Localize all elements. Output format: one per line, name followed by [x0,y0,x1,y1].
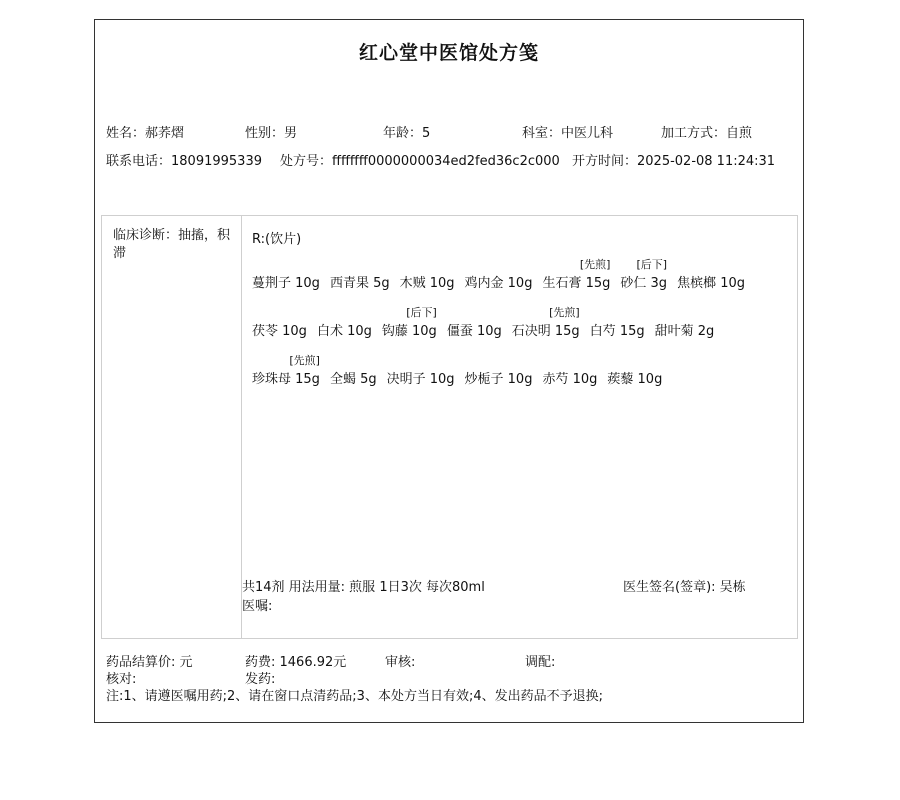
herb-item [330,256,390,291]
herb-line [252,304,724,346]
herb-item [252,352,320,387]
herb-text: 珍珠母 15g [252,372,320,387]
herb-line [252,256,755,298]
herb-item [465,352,533,387]
patient-gender: 性别：男 [245,126,298,141]
herb-text: 茯苓 10g [252,324,307,339]
herb-item [382,304,437,339]
herb-text: 蔓荆子 10g [252,276,320,291]
herb-text: 全蝎 5g [329,372,377,387]
herb-item [655,304,715,339]
herb-text: 焦槟榔 10g [677,276,745,291]
dispense-mix: 调配: [525,655,556,670]
herb-item [677,256,745,291]
prescription-time: 开方时间：2025-02-08 11:24:31 [572,154,776,169]
herb-item [542,352,597,387]
herb-text: 决明子 10g [386,372,455,387]
herb-note: [后下] [636,258,668,271]
herb-text: 西青果 5g [329,276,390,291]
herb-text: 木贼 10g [399,276,455,291]
department: 科室：中医儿科 [522,126,614,141]
herb-text: 鸡内金 10g [464,276,533,291]
herb-item [607,352,662,387]
review: 审核: [385,655,416,670]
herb-item [387,352,455,387]
herb-item [330,352,377,387]
herb-text: 白芍 15g [589,324,645,339]
processing-method: 加工方式：自煎 [661,126,753,141]
herb-text: 石决明 15g [511,324,580,339]
herb-text: 僵蚕 10g [446,324,502,339]
herb-item [252,256,320,291]
herb-note: [先煎] [579,258,611,271]
prescription-area [242,216,797,638]
herb-note: [先煎] [549,306,580,319]
medical-advice: 医嘱: [242,599,273,614]
herb-text: 蒺藜 10g [607,372,663,387]
herb-item [620,256,667,291]
herb-text: 赤芍 10g [542,372,598,387]
herb-text: 炒栀子 10g [464,372,533,387]
doctor-signature: 医生签名(签章): 吴栋 [623,580,746,595]
settle-price: 药品结算价: 元 [106,655,193,670]
herb-line [252,352,672,394]
prescription-box [101,215,798,639]
patient-age: 年龄：5 [383,126,431,141]
drug-fee: 药费: 1466.92元 [245,655,347,670]
herb-text: 生石膏 15g [542,276,611,291]
herb-item [447,304,502,339]
footer-notes: 注:1、请遵医嘱用药;2、请在窗口点清药品;3、本处方当日有效;4、发出药品不予退换; [106,689,603,704]
issue-drug: 发药: [245,672,276,687]
page-title: 红心堂中医馆处方笺 [358,42,539,64]
herb-note: [先煎] [289,354,320,367]
herb-item [317,304,372,339]
herb-text: 钩藤 10g [381,324,437,339]
phone: 联系电话：18091995339 [106,154,262,169]
herb-item [465,256,533,291]
patient-name: 姓名：郝荞熠 [106,126,185,141]
herb-item [252,304,307,339]
herb-item [400,256,455,291]
herb-item [512,304,580,339]
diagnosis: 临床诊断：抽搐，积滞 [102,216,242,638]
herb-note: [后下] [406,306,437,319]
prescription-number: 处方号：ffffffff0000000034ed2fed36c2c000 [280,154,560,169]
check: 核对: [106,672,137,687]
herb-text: 甜叶菊 2g [654,324,715,339]
herb-text: 白术 10g [316,324,372,339]
herb-item [590,304,645,339]
prescription-form [94,19,804,723]
herb-item [542,256,610,291]
usage: 共14剂 用法用量: 煎服 1日3次 每次80ml [242,580,485,595]
herb-text: 砂仁 3g [620,276,668,291]
rx-label: R:(饮片) [252,232,302,247]
